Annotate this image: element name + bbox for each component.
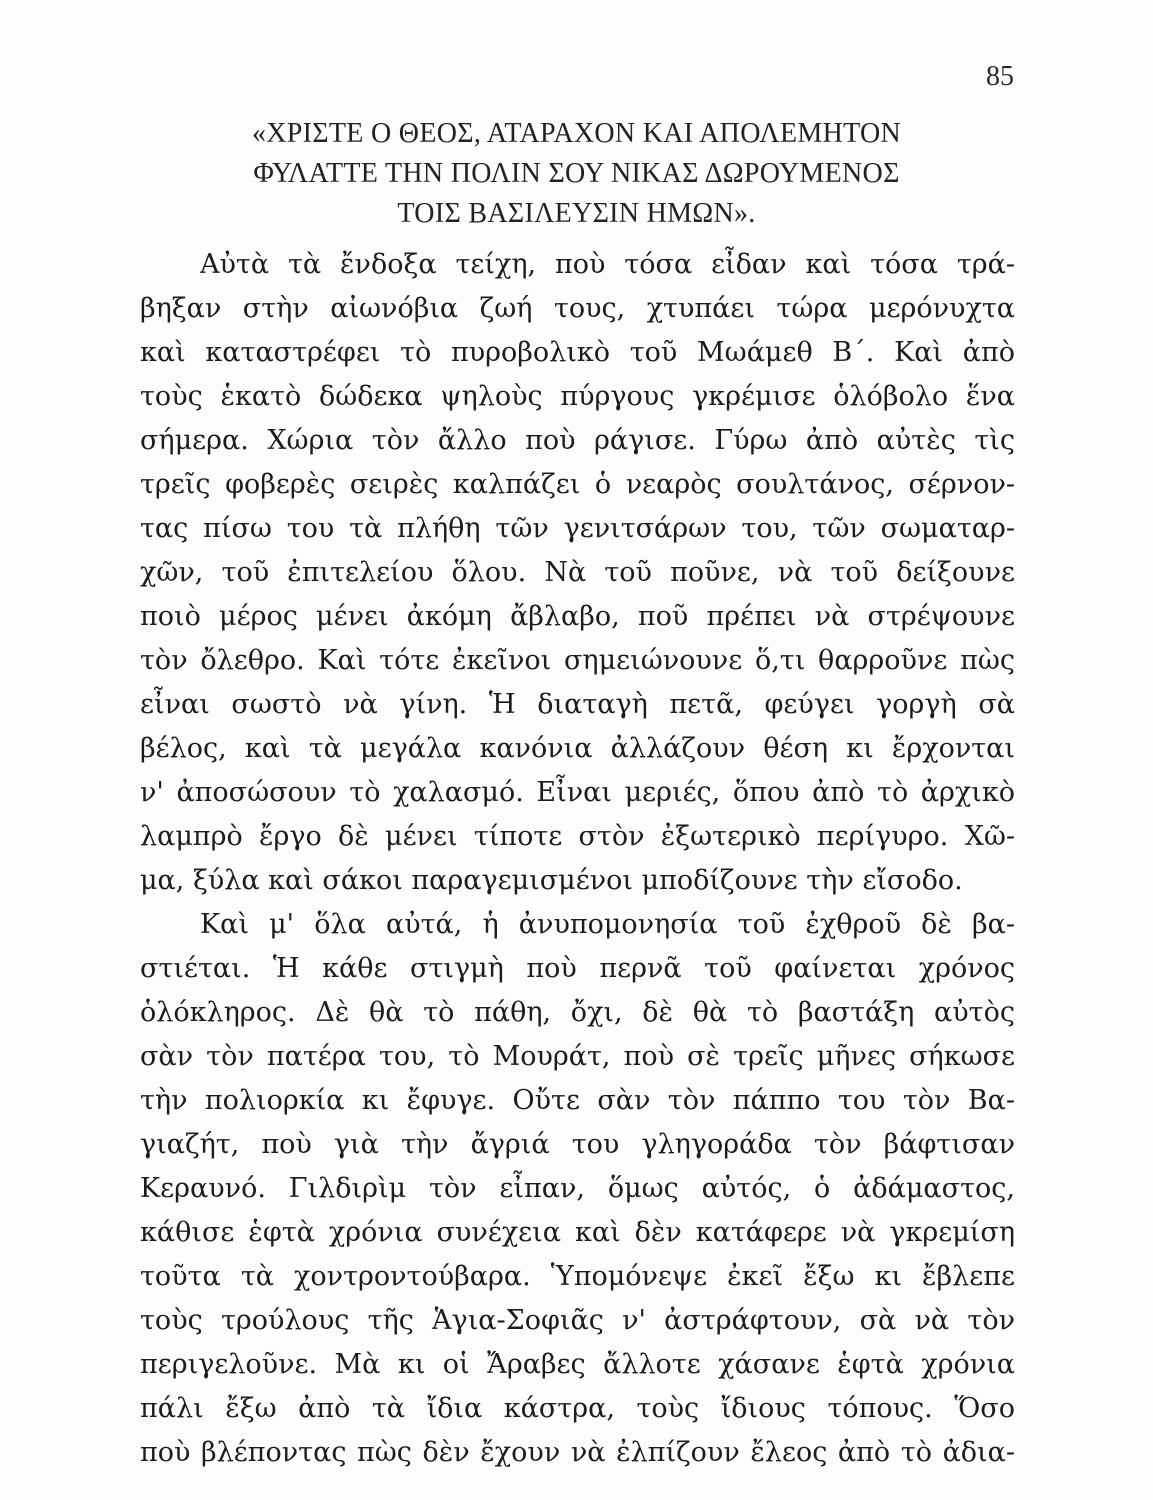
text-line: γιαζήτ, ποὺ γιὰ τὴν ἄγριά του γληγοράδα τὸν βάφτισαν xyxy=(140,1129,1015,1160)
text-line: βέλος, καὶ τὰ μεγάλα κανόνια ἀλλάζουν θέση κι ἔρχονται xyxy=(140,733,1015,764)
text-line: τοὺς τρούλους τῆς Ἁγια-Σοφιᾶς ν' ἀστράφτουν, σὰ νὰ τὸν xyxy=(140,1305,1015,1336)
text-line: Αὐτὰ τὰ ἔνδοξα τείχη, ποὺ τόσα εἶδαν καὶ τόσα τρά- xyxy=(200,249,1015,280)
text-line: καὶ καταστρέφει τὸ πυροβολικὸ τοῦ Μωάμεθ Β΄. Καὶ ἀπὸ xyxy=(140,337,1015,368)
text-line: τὸν ὄλεθρο. Καὶ τότε ἐκεῖνοι σημειώνουνε ὅ,τι θαρροῦνε πὼς xyxy=(140,645,1015,676)
text-line: τοῦτα τὰ χοντροντούβαρα. Ὑπομόνεψε ἐκεῖ ἔξω κι ἔβλεπε xyxy=(140,1261,1015,1292)
text-line: ποιὸ μέρος μένει ἀκόμη ἄβλαβο, ποῦ πρέπει νὰ στρέψουνε xyxy=(140,601,1015,632)
chapter-heading xyxy=(150,114,1003,234)
text-line: ὁλόκληρος. Δὲ θὰ τὸ πάθη, ὄχι, δὲ θὰ τὸ βαστάξη αὐτὸς xyxy=(140,997,1015,1028)
text-line: μα, ξύλα καὶ σάκοι παραγεμισμένοι μποδίζουνε τὴν εἴσοδο. xyxy=(140,865,963,896)
text-line: περιγελοῦνε. Μὰ κι οἱ Ἄραβες ἄλλοτε χάσανε ἑφτὰ χρόνια xyxy=(140,1349,1015,1380)
text-line: χῶν, τοῦ ἐπιτελείου ὅλου. Νὰ τοῦ ποῦνε, νὰ τοῦ δείξουνε xyxy=(140,557,1015,588)
heading-line: ΤΟΙΣ ΒΑΣΙΛΕΥΣΙΝ ΗΜΩΝ». xyxy=(397,198,756,229)
text-line: τὴν πολιορκία κι ἔφυγε. Οὔτε σὰν τὸν πάππο του τὸν Βα- xyxy=(140,1085,1015,1116)
text-line: Καὶ μ' ὅλα αὐτά, ἡ ἀνυπομονησία τοῦ ἐχθροῦ δὲ βα- xyxy=(200,909,1015,940)
heading-line: ΦΥΛΑΤΤΕ ΤΗΝ ΠΟΛΙΝ ΣΟΥ ΝΙΚΑΣ ΔΩΡΟΥΜΕΝΟΣ xyxy=(253,158,900,189)
text-line: σήμερα. Χώρια τὸν ἄλλο ποὺ ράγισε. Γύρω ἀπὸ αὐτὲς τὶς xyxy=(140,425,1015,456)
text-line: σὰν τὸν πατέρα του, τὸ Μουράτ, ποὺ σὲ τρεῖς μῆνες σήκωσε xyxy=(140,1041,1015,1072)
text-line: κάθισε ἑφτὰ χρόνια συνέχεια καὶ δὲν κατάφερε νὰ γκρεμίση xyxy=(140,1217,1015,1248)
text-line: τοὺς ἑκατὸ δώδεκα ψηλοὺς πύργους γκρέμισε ὁλόβολο ἕνα xyxy=(140,381,1015,412)
text-line: τρεῖς φοβερὲς σειρὲς καλπάζει ὁ νεαρὸς σουλτάνος, σέρνον- xyxy=(140,469,1015,500)
text-line: εἶναι σωστὸ νὰ γίνη. Ἡ διαταγὴ πετᾶ, φεύγει γοργὴ σὰ xyxy=(140,689,1015,720)
text-line: πάλι ἔξω ἀπὸ τὰ ἴδια κάστρα, τοὺς ἴδιους τόπους. Ὅσο xyxy=(140,1393,1015,1424)
text-line: βηξαν στὴν αἰωνόβια ζωή τους, χτυπάει τώρα μερόνυχτα xyxy=(140,293,1015,324)
text-line: λαμπρὸ ἔργο δὲ μένει τίποτε στὸν ἐξωτερικὸ περίγυρο. Χῶ- xyxy=(140,821,1015,852)
page-number: 85 xyxy=(986,61,1014,92)
text-line: Κεραυνό. Γιλδιρὶμ τὸν εἶπαν, ὅμως αὐτός, ὁ ἀδάμαστος, xyxy=(140,1173,1015,1204)
text-line: ποὺ βλέποντας πὼς δὲν ἔχουν νὰ ἐλπίζουν ἔλεος ἀπὸ τὸ ἀδια- xyxy=(140,1437,1015,1468)
text-line: ν' ἀποσώσουν τὸ χαλασμό. Εἶναι μεριές, ὅπου ἀπὸ τὸ ἀρχικὸ xyxy=(140,777,1015,808)
text-line: τας πίσω του τὰ πλήθη τῶν γενιτσάρων του, τῶν σωματαρ- xyxy=(140,513,1015,544)
heading-line: «ΧΡΙΣΤΕ Ο ΘΕΟΣ, ΑΤΑΡΑΧΟΝ ΚΑΙ ΑΠΟΛΕΜΗΤΟΝ xyxy=(251,118,902,149)
text-line: στιέται. Ἡ κάθε στιγμὴ ποὺ περνᾶ τοῦ φαίνεται χρόνος xyxy=(140,953,1015,984)
